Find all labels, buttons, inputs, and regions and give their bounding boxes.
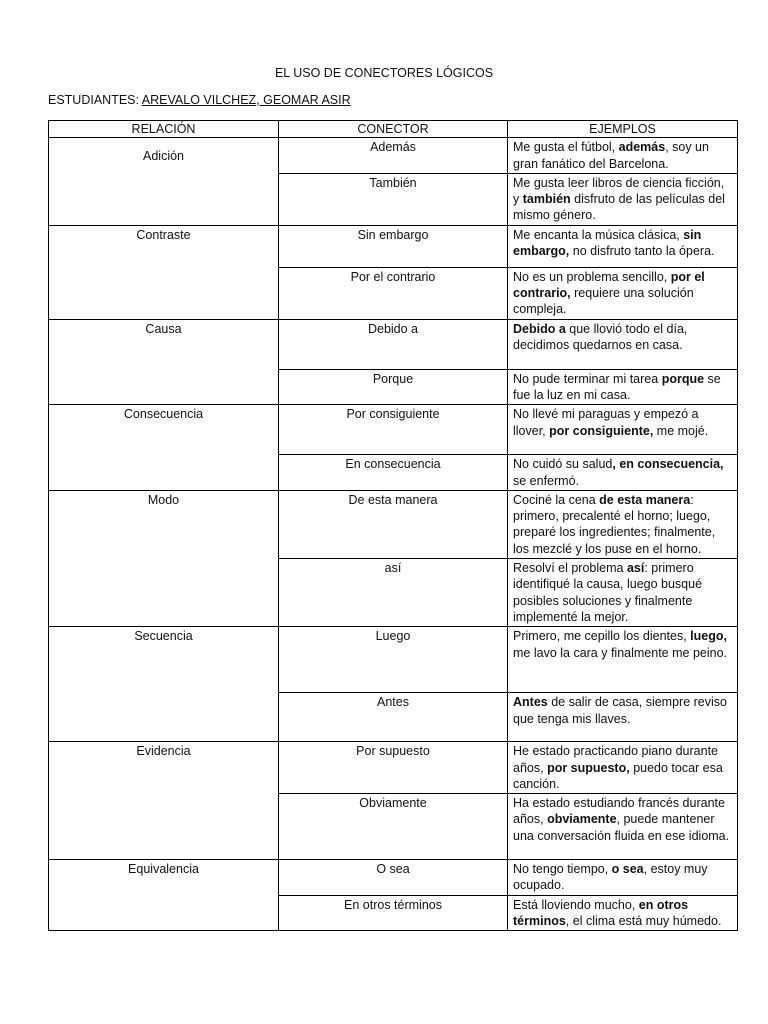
students-names: AREVALO VILCHEZ, GEOMAR ASIR xyxy=(141,93,351,107)
example-text: Primero, me cepillo los dientes, xyxy=(513,629,691,644)
example-text: No cuidó su salud xyxy=(513,457,613,472)
table-row xyxy=(49,742,738,794)
table-row xyxy=(49,319,738,369)
example-cell xyxy=(508,895,738,931)
students-label: ESTUDIANTES: xyxy=(48,93,139,107)
example-text: Ha estado estudiando francés durante años, xyxy=(513,796,725,827)
table-row xyxy=(49,405,738,455)
header-relation: RELACIÓN xyxy=(49,121,279,138)
connector-cell: Porque xyxy=(279,369,508,405)
document-title: EL USO DE CONECTORES LÓGICOS xyxy=(274,66,494,80)
example-connector-bold: sin embargo, xyxy=(513,227,702,259)
example-connector-bold: porque xyxy=(661,371,705,386)
example-cell xyxy=(508,405,738,455)
example-connector-bold: obviamente xyxy=(547,812,617,827)
example-connector-bold: además xyxy=(618,140,666,155)
connector-cell: Antes xyxy=(279,693,508,742)
connector-cell: Luego xyxy=(279,627,508,693)
relation-cell: Modo xyxy=(49,490,279,626)
connector-cell: Por el contrario xyxy=(279,267,508,319)
example-text: me mojé. xyxy=(653,423,709,438)
example-connector-bold: , en consecuencia, xyxy=(612,457,724,472)
example-connector-bold: así xyxy=(626,561,645,576)
example-cell xyxy=(508,794,738,860)
connector-cell: De esta manera xyxy=(279,490,508,558)
connector-cell: Debido a xyxy=(279,319,508,369)
connector-cell: Por supuesto xyxy=(279,742,508,794)
example-cell xyxy=(508,455,738,491)
example-text: no disfruto tanto la ópera. xyxy=(569,244,715,259)
example-cell xyxy=(508,860,738,896)
example-text: que llovió todo el día, decidimos quedarnos en casa. xyxy=(513,321,688,352)
relation-cell: Adición xyxy=(49,138,279,225)
example-cell xyxy=(508,742,738,794)
connector-cell: Por consiguiente xyxy=(279,405,508,455)
example-text: No tengo tiempo, xyxy=(513,862,612,877)
students-line xyxy=(48,93,351,107)
example-connector-bold: Antes xyxy=(513,695,548,710)
example-cell xyxy=(508,559,738,627)
example-cell xyxy=(508,225,738,267)
example-text: Cociné la cena xyxy=(513,492,600,507)
example-text: No llevé mi paraguas y empezó a llover, xyxy=(513,407,699,438)
example-connector-bold: de esta manera xyxy=(599,492,691,507)
example-connector-bold: en otros términos xyxy=(513,897,689,929)
example-text: se enfermó. xyxy=(513,473,580,488)
example-cell xyxy=(508,267,738,319)
example-text: puedo tocar esa canción. xyxy=(513,760,723,791)
header-connector: CONECTOR xyxy=(279,121,508,138)
example-text: Me gusta leer libros de ciencia ficción, y xyxy=(513,175,725,207)
example-connector-bold: también xyxy=(522,192,571,207)
table-body xyxy=(49,138,738,931)
example-connector-bold: luego, xyxy=(690,629,727,644)
example-connector-bold: por el contrario, xyxy=(513,269,705,301)
example-text: , el clima está muy húmedo. xyxy=(565,914,722,929)
connector-cell: Además xyxy=(279,138,508,174)
table-row xyxy=(49,860,738,896)
example-text: se fue la luz en mi casa. xyxy=(513,371,721,402)
relation-cell: Contraste xyxy=(49,225,279,319)
example-connector-bold: Debido a xyxy=(513,321,566,336)
example-text: requiere una solución compleja. xyxy=(513,286,694,317)
example-connector-bold: por consiguiente, xyxy=(549,423,654,438)
example-text: , soy un gran fanático del Barcelona. xyxy=(513,140,709,171)
connectors-table xyxy=(48,120,738,931)
example-text: Me gusta el fútbol, xyxy=(513,140,619,155)
table-header-row xyxy=(49,121,738,138)
example-text: No pude terminar mi tarea xyxy=(513,371,662,386)
example-text: de salir de casa, siempre reviso que tenga mis llaves. xyxy=(513,695,727,726)
connector-cell: Obviamente xyxy=(279,794,508,860)
example-connector-bold: por supuesto, xyxy=(547,760,630,775)
relation-cell: Consecuencia xyxy=(49,405,279,491)
example-cell xyxy=(508,369,738,405)
example-cell xyxy=(508,693,738,742)
example-text: Me encanta la música clásica, xyxy=(513,227,684,242)
example-cell xyxy=(508,138,738,174)
example-text: Resolví el problema xyxy=(513,561,627,576)
connector-cell: así xyxy=(279,559,508,627)
example-text: He estado practicando piano durante años, xyxy=(513,744,719,775)
connector-cell: En otros términos xyxy=(279,895,508,931)
example-text: : primero, precalenté el horno; luego, preparé los ingredientes; finalmente, los mezclé y los puse en el horno. xyxy=(513,492,716,556)
example-text: , estoy muy ocupado. xyxy=(513,862,708,893)
connector-cell: Sin embargo xyxy=(279,225,508,267)
table-row xyxy=(49,138,738,174)
example-cell xyxy=(508,627,738,693)
table-row xyxy=(49,490,738,558)
relation-cell: Secuencia xyxy=(49,627,279,742)
example-text: , puede mantener una conversación fluida en ese idioma. xyxy=(513,812,730,843)
example-cell xyxy=(508,319,738,369)
example-text: Está lloviendo mucho, xyxy=(513,897,639,912)
connector-cell: También xyxy=(279,173,508,225)
example-text: No es un problema sencillo, xyxy=(513,269,671,284)
relation-cell: Equivalencia xyxy=(49,860,279,931)
example-cell xyxy=(508,173,738,225)
connector-cell: En consecuencia xyxy=(279,455,508,491)
header-examples: EJEMPLOS xyxy=(508,121,738,138)
table-row xyxy=(49,225,738,267)
relation-cell: Causa xyxy=(49,319,279,405)
table-row xyxy=(49,627,738,693)
example-connector-bold: o sea xyxy=(611,862,644,877)
example-cell xyxy=(508,490,738,558)
example-text: disfruto de las películas del mismo género. xyxy=(513,192,725,223)
example-text: : primero identifiqué la causa, luego busqué posibles soluciones y finalmente implementé la mejor. xyxy=(513,561,703,624)
connector-cell: O sea xyxy=(279,860,508,896)
relation-cell: Evidencia xyxy=(49,742,279,860)
example-text: me lavo la cara y finalmente me peino. xyxy=(513,645,727,660)
